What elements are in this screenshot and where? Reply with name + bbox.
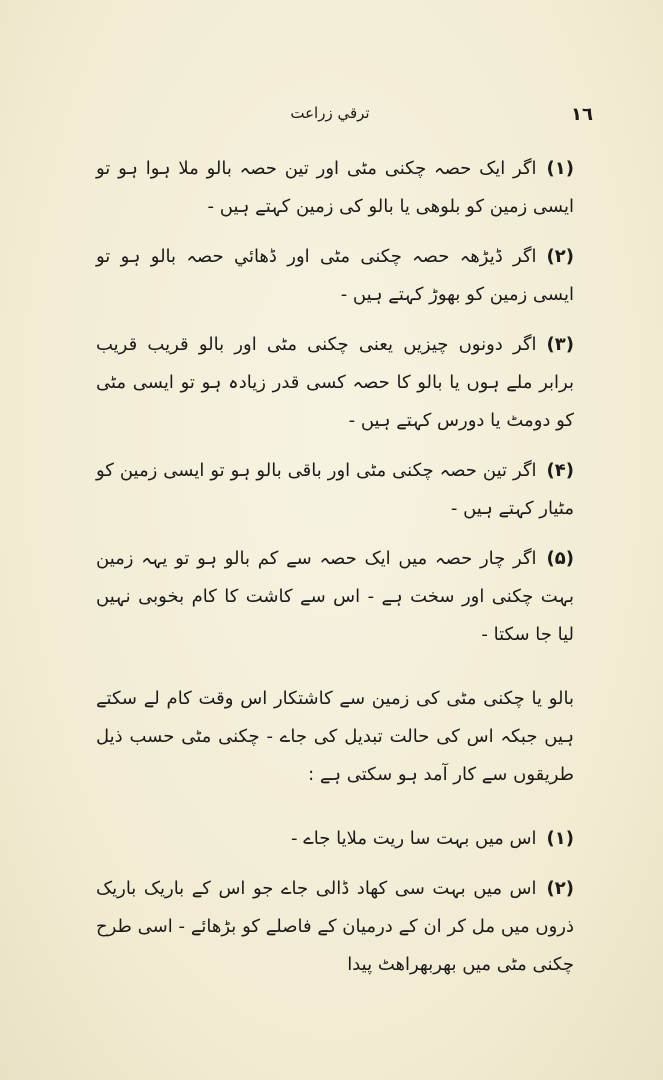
paragraph-text: اگر تین حصہ چکنی مٹی اور باقی بالو ہو تو ایسی زمین کو مٹیار کہتے ہیں - xyxy=(96,460,574,519)
paragraph-2 xyxy=(96,238,574,314)
item-number: (۲) xyxy=(546,878,574,899)
paragraph-text: اس میں بہت سی کھاد ڈالی جاے جو اس کے باریک باریک ذروں میں مل کر ان کے درمیان کے فاصلے کو بڑھائے - اسی طرح چکنی مٹی میں بھربھراھٹ پیدا xyxy=(96,878,574,975)
item-number: (۴) xyxy=(546,460,574,481)
running-head xyxy=(0,104,663,134)
paragraph-6 xyxy=(96,680,574,794)
paragraph-7 xyxy=(96,820,574,858)
paragraph-text: اگر دونوں چیزیں یعنی چکنی مٹی اور بالو قریب قریب برابر ملے ہوں یا بالو کا حصہ کسی قدر زیادہ ہو تو ایسی مٹی کو دومٹ یا دورس کہتے ہیں - xyxy=(96,334,574,431)
paragraph-8 xyxy=(96,870,574,984)
item-number: (۱) xyxy=(546,828,574,849)
paragraph-text: بالو یا چکنی مٹی کی زمین سے کاشتکار اس وقت کام لے سکتے ہیں جبکہ اس کی حالت تبدیل کی جاے - چکنی مٹی حسب ذیل طریقوں سے کار آمد ہو سکتی ہے : xyxy=(96,688,574,785)
paragraph-text: اس میں بہت سا ریت ملایا جاے - xyxy=(291,828,537,849)
page-body xyxy=(96,150,574,996)
paragraph-5 xyxy=(96,540,574,654)
running-title: ترقي زراعت xyxy=(290,104,370,122)
paragraph-text: اگر چار حصہ میں ایک حصہ سے کم بالو ہو تو یہہ زمین بہت چکنی اور سخت ہے - اس سے کاشت کا کام بخوبی نہیں لیا جا سکتا - xyxy=(96,548,574,645)
paragraph-text: اگر ایک حصہ چکنی مٹی اور تین حصہ بالو ملا ہوا ہو تو ایسی زمین کو بلوھی یا بالو کی زمین کہتے ہیں - xyxy=(96,158,574,217)
paragraph-1 xyxy=(96,150,574,226)
item-number: (۳) xyxy=(546,334,574,355)
item-number: (۱) xyxy=(546,158,574,179)
page-number: ١٦ xyxy=(571,104,593,125)
paragraph-3 xyxy=(96,326,574,440)
item-number: (۵) xyxy=(546,548,574,569)
item-number: (۲) xyxy=(546,246,574,267)
paragraph-4 xyxy=(96,452,574,528)
paragraph-text: اگر ڈیڑھہ حصہ چکنی مٹی اور ڈھائي حصہ بالو ہو تو ایسی زمین کو بھوڑ کہتے ہیں - xyxy=(96,246,574,305)
